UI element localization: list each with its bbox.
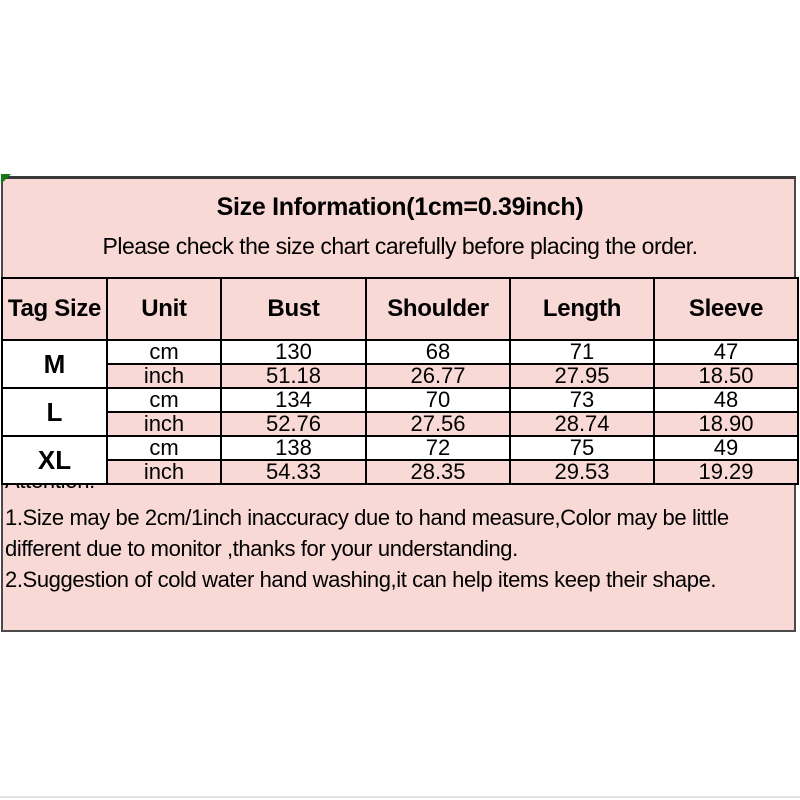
table-row bbox=[2, 340, 798, 364]
value-cell: 130 bbox=[221, 340, 366, 364]
value-cell: 68 bbox=[366, 340, 510, 364]
attention-notes bbox=[5, 502, 791, 595]
value-cell: 29.53 bbox=[510, 460, 654, 484]
value-cell: 18.50 bbox=[654, 364, 798, 388]
table-row bbox=[2, 436, 798, 460]
table-row bbox=[2, 364, 798, 388]
corner-marker-icon bbox=[1, 174, 11, 184]
value-cell: 18.90 bbox=[654, 412, 798, 436]
table-header-row bbox=[2, 278, 798, 340]
value-cell: 51.18 bbox=[221, 364, 366, 388]
value-cell: 54.33 bbox=[221, 460, 366, 484]
value-cell: 27.95 bbox=[510, 364, 654, 388]
value-cell: 28.35 bbox=[366, 460, 510, 484]
value-cell: 75 bbox=[510, 436, 654, 460]
col-header-bust: Bust bbox=[221, 278, 366, 340]
value-cell: 71 bbox=[510, 340, 654, 364]
tag-size-xl: XL bbox=[2, 436, 107, 484]
value-cell: 73 bbox=[510, 388, 654, 412]
value-cell: 26.77 bbox=[366, 364, 510, 388]
unit-label: cm bbox=[107, 436, 221, 460]
size-table bbox=[1, 277, 799, 485]
value-cell: 49 bbox=[654, 436, 798, 460]
unit-label: inch bbox=[107, 364, 221, 388]
unit-label: cm bbox=[107, 340, 221, 364]
value-cell: 28.74 bbox=[510, 412, 654, 436]
value-cell: 138 bbox=[221, 436, 366, 460]
note-2: 2.Suggestion of cold water hand washing,it can help items keep their shape. bbox=[5, 567, 717, 592]
col-header-shoulder: Shoulder bbox=[366, 278, 510, 340]
tag-size-m: M bbox=[2, 340, 107, 388]
col-header-sleeve: Sleeve bbox=[654, 278, 798, 340]
col-header-length: Length bbox=[510, 278, 654, 340]
value-cell: 70 bbox=[366, 388, 510, 412]
col-header-tag-size: Tag Size bbox=[2, 278, 107, 340]
unit-label: inch bbox=[107, 460, 221, 484]
unit-label: cm bbox=[107, 388, 221, 412]
table-row bbox=[2, 460, 798, 484]
page-subtitle: Please check the size chart carefully before placing the order. bbox=[102, 233, 698, 259]
note-1: 1.Size may be 2cm/1inch inaccuracy due to hand measure,Color may be little different due to monitor ,thanks for your understanding. bbox=[5, 505, 729, 561]
page-title: Size Information(1cm=0.39inch) bbox=[216, 193, 584, 221]
value-cell: 72 bbox=[366, 436, 510, 460]
image-bottom-edge bbox=[0, 796, 800, 798]
value-cell: 48 bbox=[654, 388, 798, 412]
col-header-unit: Unit bbox=[107, 278, 221, 340]
value-cell: 47 bbox=[654, 340, 798, 364]
table-row bbox=[2, 412, 798, 436]
value-cell: 27.56 bbox=[366, 412, 510, 436]
value-cell: 19.29 bbox=[654, 460, 798, 484]
unit-label: inch bbox=[107, 412, 221, 436]
tag-size-l: L bbox=[2, 388, 107, 436]
table-row bbox=[2, 388, 798, 412]
value-cell: 134 bbox=[221, 388, 366, 412]
value-cell: 52.76 bbox=[221, 412, 366, 436]
